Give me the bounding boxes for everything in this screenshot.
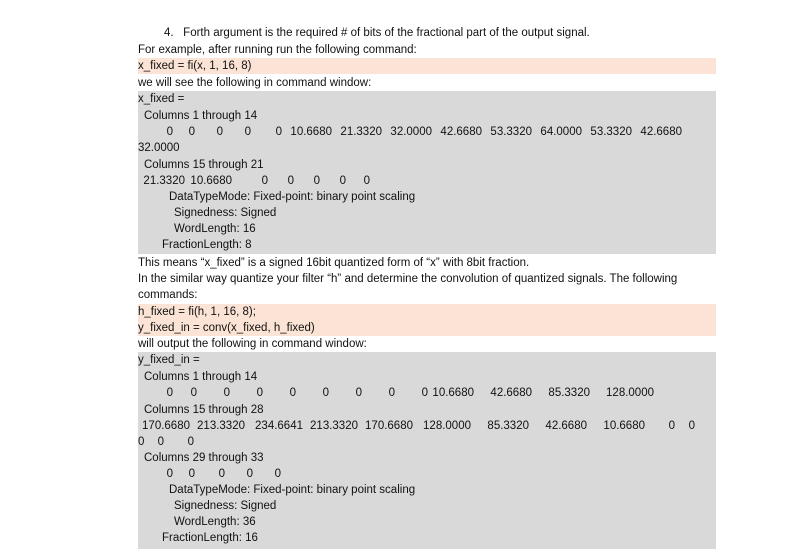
value-cell: 0 [363,175,370,187]
value-cell: 128.0000 [606,387,654,399]
value-cell: 0 [188,126,195,138]
word-length: WordLength: 36 [174,516,256,528]
command-conv: y_fixed_in = conv(x_fixed, h_fixed) [138,322,315,334]
value-cell: 0 [287,175,294,187]
value-cell: 21.3320 [340,126,382,138]
fraction-length: FractionLength: 16 [162,532,258,544]
signedness: Signedness: Signed [174,207,277,219]
value-cell: 0 [218,468,225,480]
value-cell: 0 [256,387,263,399]
values-row [138,124,682,140]
signedness: Signedness: Signed [174,500,277,512]
value-cell: 42.6680 [640,126,682,138]
value-cell: 0 [313,175,320,187]
datatype-mode: DataTypeMode: Fixed-point: binary point scaling [169,484,416,496]
fraction-length: FractionLength: 8 [162,239,252,251]
command-block-2 [138,304,716,336]
value-cell: 0 [274,468,281,480]
value-cell: 0 [190,387,197,399]
value-cell: 0 [188,468,195,480]
output-block-1 [138,91,716,254]
similar-text-cont: commands: [138,289,198,301]
value-cell: 213.3320 [310,420,358,432]
value-cell: 64.0000 [540,126,582,138]
value-cell: 170.6680 [142,420,190,432]
value-cell: 213.3320 [197,420,245,432]
list-item-4: 4. Forth argument is the required # of bits of the fractional part of the output signal. [164,27,590,39]
values-row [138,434,194,450]
value-cell: 0 [688,420,695,432]
value-cell: 170.6680 [365,420,413,432]
example-text: For example, after running run the following command: [138,44,417,56]
value-cell: 0 [339,175,346,187]
columns-label: Columns 29 through 33 [144,452,264,464]
value-cell: 0 [355,387,362,399]
value-cell: 0 [187,436,194,448]
output-block-2 [138,352,716,549]
value-cell: 0 [216,126,223,138]
value-cell: 85.3320 [487,420,529,432]
command-x-fixed: x_fixed = fi(x, 1, 16, 8) [138,60,252,72]
value-cell: 10.6680 [290,126,332,138]
values-row [138,466,281,482]
value-cell: 0 [246,468,253,480]
means-text: This means “x_fixed” is a signed 16bit quantized form of “x” with 8bit fraction. [138,257,530,269]
value-cell: 0 [668,420,675,432]
columns-label: Columns 1 through 14 [144,110,258,122]
value-cell: 0 [138,436,145,448]
value-cell: 0 [223,387,230,399]
output-var: y_fixed_in = [138,354,200,366]
value-cell: 128.0000 [423,420,471,432]
columns-label: Columns 15 through 21 [144,159,264,171]
values-row [138,418,695,434]
value-cell: 21.3320 [143,175,185,187]
value-cell: 0 [322,387,329,399]
value-cell: 85.3320 [548,387,590,399]
value-cell: 32.0000 [390,126,432,138]
columns-label: Columns 15 through 28 [144,404,264,416]
value-cell: 0 [275,126,282,138]
values-row [138,385,654,401]
value-cell: 42.6680 [545,420,587,432]
see-text: we will see the following in command window: [138,77,372,89]
datatype-mode: DataTypeMode: Fixed-point: binary point scaling [169,191,416,203]
value-cell: 0 [261,175,268,187]
value-cell: 53.3320 [590,126,632,138]
command-h-fixed: h_fixed = fi(h, 1, 16, 8); [138,306,256,318]
value-wrap: 32.0000 [138,142,180,154]
command-block-1 [138,58,716,74]
value-cell: 53.3320 [490,126,532,138]
value-cell: 10.6680 [432,387,474,399]
value-cell: 0 [157,436,164,448]
values-row [138,173,370,189]
output-var: x_fixed = [138,93,185,105]
value-cell: 10.6680 [603,420,645,432]
value-cell: 0 [166,387,173,399]
word-length: WordLength: 16 [174,223,256,235]
value-cell: 0 [244,126,251,138]
value-cell: 0 [421,387,428,399]
will-output-text: will output the following in command window: [138,338,367,350]
value-cell: 234.6641 [255,420,303,432]
value-cell: 0 [166,468,173,480]
value-cell: 10.6680 [190,175,232,187]
value-cell: 42.6680 [490,387,532,399]
similar-text: In the similar way quantize your filter “h” and determine the convolution of quantized signals. The following [138,273,678,285]
value-cell: 42.6680 [440,126,482,138]
columns-label: Columns 1 through 14 [144,371,258,383]
value-cell: 0 [166,126,173,138]
value-cell: 0 [289,387,296,399]
value-cell: 0 [388,387,395,399]
